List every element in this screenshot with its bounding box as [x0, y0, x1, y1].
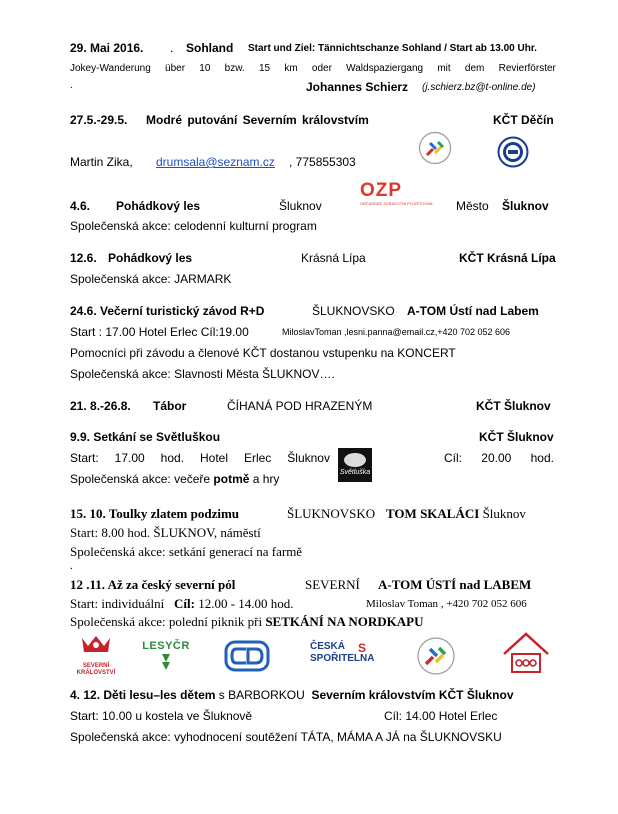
event5-place: ŠLUKNOVSKO — [312, 304, 395, 318]
event3-social: Společenská akce: celodenní kulturní program — [70, 219, 317, 233]
firefly-glow-icon — [344, 453, 366, 467]
event1-date: 29. Mai 2016. — [70, 41, 144, 55]
event7-start — [70, 451, 330, 465]
word: dem — [464, 63, 485, 74]
event9-title: 12 .11. Až za český severní pól — [70, 577, 236, 592]
event10-goal: Cíl: 14.00 Hotel Erlec — [384, 709, 498, 723]
event8-social: Společenská akce: setkání generací na farmě — [70, 544, 303, 559]
ceska-sporitelna-logo — [310, 641, 376, 671]
event5-start: Start : 17.00 Hotel Erlec Cíl:19.00 — [70, 325, 249, 339]
org-city: Šluknov — [479, 506, 526, 521]
event8-start: Start: 8.00 hod. ŠLUKNOV, náměstí — [70, 525, 261, 540]
event5-helpers: Pomocníci při závodu a členové KČT dostanou vstupenku na KONCERT — [70, 346, 456, 360]
word: km — [284, 63, 298, 74]
word: Waldspaziergang — [346, 63, 424, 74]
sk-logo-line2: KRÁLOVSTVÍ — [76, 670, 116, 676]
social-label: Společenská akce: večeře — [70, 472, 214, 486]
event2-date: 27.5.-29.5. — [70, 113, 128, 127]
event6-org: KČT Šluknov — [476, 399, 551, 413]
event4-social: Společenská akce: JARMARK — [70, 272, 232, 286]
tree-icon — [140, 652, 192, 672]
word: Cíl: — [444, 451, 462, 465]
event1-description — [70, 63, 556, 74]
goal-time: 12.00 - 14.00 hod. — [194, 596, 294, 611]
event7-title: 9.9. Setkání se Světluškou — [70, 430, 221, 444]
lesy-cr-logo — [140, 640, 192, 674]
event4-org: KČT Krásná Lípa — [459, 251, 556, 265]
cs-logo-line2: SPOŘITELNA — [310, 653, 375, 664]
event7-social — [70, 472, 279, 486]
ozp-logo — [360, 180, 433, 211]
crown-heart-icon — [68, 632, 124, 658]
event3-title: Pohádkový les — [116, 199, 201, 213]
event2-email-link[interactable]: drumsala@seznam.cz — [156, 155, 275, 169]
cs-logo-line1: ČESKÁ — [310, 641, 346, 652]
goal-label: Cíl: — [174, 596, 195, 611]
event6-place: ČÍHANÁ POD HRAZENÝM — [227, 399, 373, 413]
cs-logo-symbol: S — [358, 641, 367, 655]
word: hod. — [160, 451, 185, 465]
event9-place: SEVERNÍ — [305, 577, 360, 592]
word: Jokey-Wanderung — [70, 63, 151, 74]
event2-title: Modré putování Severním královstvím — [146, 113, 369, 127]
word: Hotel — [199, 451, 228, 465]
title-with: s BARBORKOU — [215, 688, 305, 702]
lesy-cr-text: LESYČR — [142, 640, 190, 652]
event9-social — [70, 614, 424, 630]
social-highlight: potmě — [213, 472, 250, 486]
event4-title: Pohádkový les — [108, 251, 193, 265]
event2-person: Martin Zika, — [70, 155, 133, 169]
event7-org: KČT Šluknov — [479, 430, 554, 444]
event8-org — [386, 506, 526, 522]
event1-place: Sohland — [186, 41, 234, 55]
kct-arrows-logo-2 — [416, 636, 456, 676]
svetluska-logo-text: Světluška — [339, 469, 371, 476]
start-label: Start: individuální — [70, 596, 165, 611]
org-name: TOM SKALÁCI — [386, 506, 480, 521]
event3-org-name: Šluknov — [502, 199, 549, 213]
event6-title: Tábor — [153, 399, 187, 413]
title-org: Severním královstvím KČT Šluknov — [311, 688, 514, 702]
social-rest: a hry — [249, 472, 280, 486]
event2-org: KČT Děčín — [493, 113, 554, 127]
event10-start: Start: 10.00 u kostela ve Šluknově — [70, 709, 253, 723]
social-label: Společenská akce: polední piknik při — [70, 614, 266, 629]
event1-contact-email: (j.schierz.bz@t-online.de) — [422, 82, 536, 93]
word: bzw. — [224, 63, 245, 74]
event3-org-prefix: Město — [456, 199, 489, 213]
ozp-logo-sub: OBČANSKÉ ZDRAVOTNÍ POJIŠŤOVNA — [360, 201, 433, 206]
word: oder — [311, 63, 332, 74]
event2-phone: , 775855303 — [289, 155, 356, 169]
event1-start: Start und Ziel: Tännichtschanze Sohland / Start ab 13.00 Uhr. — [248, 43, 537, 54]
house-888-logo — [500, 630, 552, 674]
svetluska-logo — [338, 448, 372, 482]
event10-social: Společenská akce: vyhodnocení soutěžení TÁTA, MÁMA A JÁ na ŠLUKNOVSKU — [70, 730, 502, 744]
word: 10 — [199, 63, 211, 74]
event8-dot: . — [70, 560, 73, 572]
cd-railways-logo — [224, 640, 270, 672]
event7-goal — [444, 451, 554, 465]
event5-title: 24.6. Večerní turistický závod R+D — [70, 304, 265, 318]
word: mit — [437, 63, 451, 74]
title-main: 4. 12. Děti lesu–les dětem — [70, 688, 216, 702]
event10-title — [70, 688, 514, 702]
word: 20.00 — [481, 451, 512, 465]
word: 17.00 — [114, 451, 145, 465]
event1-dot: . — [170, 41, 174, 55]
event3-date: 4.6. — [70, 199, 91, 213]
event1-dot2: . — [70, 80, 73, 91]
event6-date: 21. 8.-26.8. — [70, 399, 131, 413]
event4-place: Krásná Lípa — [301, 251, 366, 265]
event9-org: A-TOM ÚSTÍ nad LABEM — [378, 577, 532, 592]
event8-place: ŠLUKNOVSKO — [287, 506, 376, 521]
word: hod. — [530, 451, 554, 465]
word: Erlec — [243, 451, 272, 465]
event9-contact: Miloslav Toman , +420 702 052 606 — [366, 598, 527, 610]
event5-org: A-TOM Ústí nad Labem — [407, 304, 539, 318]
event3-place: Šluknov — [279, 199, 322, 213]
kct-arrows-logo — [418, 131, 452, 165]
event9-start — [70, 596, 294, 612]
word: Revierförster — [498, 63, 556, 74]
word: über — [165, 63, 186, 74]
word: Start: — [70, 451, 99, 465]
severni-kralovstvi-logo — [68, 632, 124, 678]
kct-club-logo — [497, 136, 529, 168]
word: 15 — [258, 63, 271, 74]
sk-logo-line1: SEVERNÍ — [82, 663, 110, 669]
word: Šluknov — [287, 451, 330, 465]
event4-date: 12.6. — [70, 251, 97, 265]
social-highlight: SETKÁNÍ NA NORDKAPU — [265, 614, 424, 629]
event5-social: Společenská akce: Slavnosti Města ŠLUKNOV…. — [70, 367, 335, 381]
ozp-logo-text: OZP — [360, 180, 403, 201]
event5-contact: MiloslavToman ,lesni.panna@email.cz,+420 702 052 606 — [282, 327, 511, 337]
event1-contact-name: Johannes Schierz — [306, 80, 409, 94]
event8-title: 15. 10. Toulky zlatem podzimu — [70, 506, 240, 521]
